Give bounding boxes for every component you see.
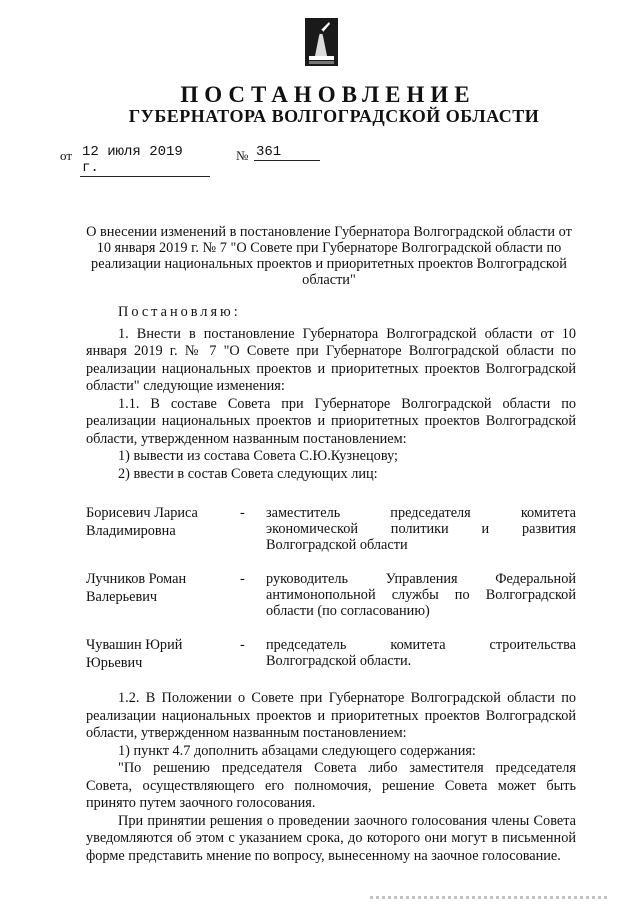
quote-paragraph-2: При принятии решения о проведении заочного голосования члены Совета уведомляются об этом с указанием срока, до которого они могут в письменной форме представить мнение по вопросу, вынесенному на заочное голосование. [86,812,576,864]
paragraph-1-2-item-1: 1) пункт 4.7 дополнить абзацами следующего содержания: [118,742,476,759]
member-dash: - [240,505,245,521]
member-row [86,571,576,619]
member-name: Борисевич Лариса Владимировна [86,505,198,539]
member-dash: - [240,571,245,587]
document-number: 361 [254,144,320,161]
member-position: председатель комитета строительства Волгоградской области. [266,637,576,669]
resolution-word: Постановляю: [118,304,241,320]
member-name: Чувашин Юрий Юрьевич [86,637,183,671]
paragraph-1-1-item-2: 2) ввести в состав Совета следующих лиц: [118,465,378,482]
member-position: руководитель Управления Федеральной антимонопольной службы по Волгоградской области (по согласованию) [266,571,576,619]
document-body [86,304,576,865]
document-title: ПОСТАНОВЛЕНИЕ [180,82,476,107]
paragraph-1: 1. Внести в постановление Губернатора Волгоградской области от 10 января 2019 г. № 7 "О Совете при Губернаторе Волгоградской области по реализации национальных проектов и приоритетных проектов Волгоградской области" следующие изменения: [86,325,576,394]
member-row [86,637,576,672]
document-subject: О внесении изменений в постановление Губернатора Волгоградской области от 10 января 2019 г. № 7 "О Совете при Губернаторе Волгоградской области по реализации национальных проектов и приоритетных проектов Волгоградской области" [86,224,572,288]
date-prefix: от [60,148,73,163]
coat-of-arms-emblem [305,18,338,66]
paragraph-1-2: 1.2. В Положении о Совете при Губернаторе Волгоградской области по реализации национальных проектов и приоритетных проектов Волгоградской области, утвержденном названным постановлением: [86,690,576,741]
number-label: № [236,148,249,163]
paragraph-1-1-item-1: 1) вывести из состава Совета С.Ю.Кузнецову; [118,448,399,464]
members-list [86,505,576,672]
paragraph-1-1: 1.1. В составе Совета при Губернаторе Волгоградской области по реализации национальных проектов и приоритетных проектов Волгоградской области, утвержденном названным постановлением: [86,395,576,447]
member-position: заместитель председателя комитета экономической политики и развития Волгоградской области [266,505,576,553]
member-name: Лучников Роман Валерьевич [86,571,187,605]
document-date: 12 июля 2019 г. [80,144,210,177]
quote-paragraph-1: "По решению председателя Совета либо заместителя председателя Совета, осуществляющего его полномочия, решение Совета может быть принято путем заочного голосования. [86,760,576,811]
footer-scan-mark [370,896,610,899]
document-issuer: ГУБЕРНАТОРА ВОЛГОГРАДСКОЙ ОБЛАСТИ [128,106,540,126]
member-dash: - [240,637,245,653]
member-row [86,505,576,553]
